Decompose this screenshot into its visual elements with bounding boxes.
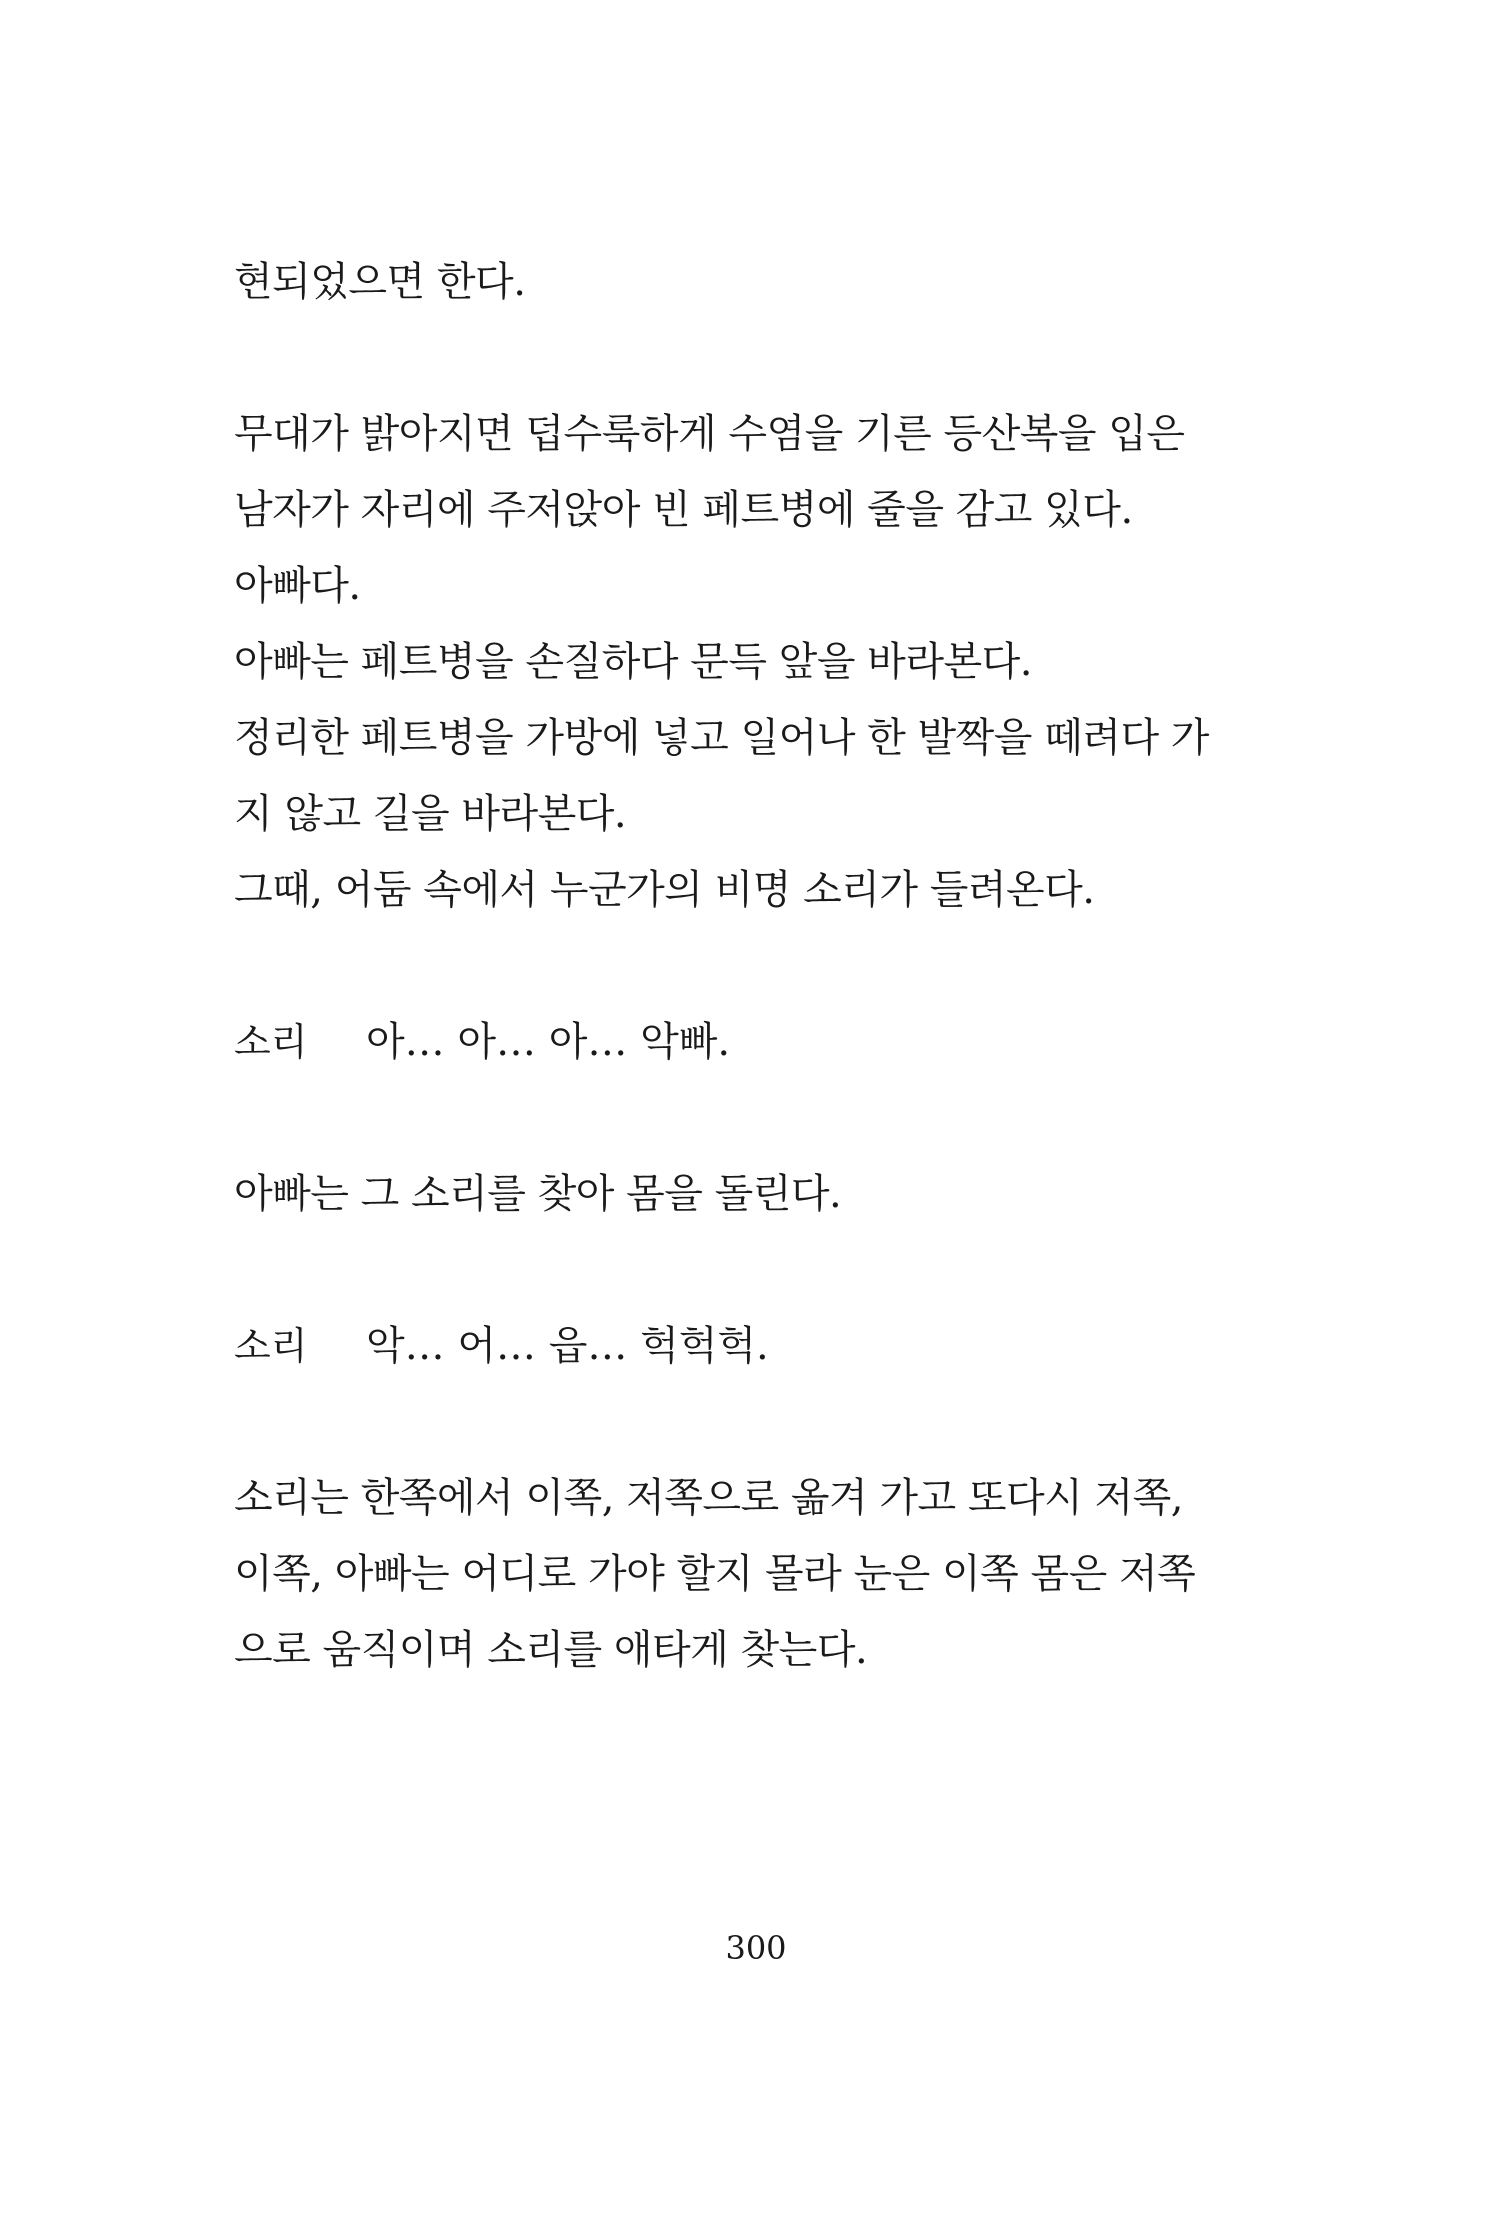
text-line: 으로 움직이며 소리를 애타게 찾는다. [234, 1627, 868, 1673]
text-line: 정리한 페트병을 가방에 넣고 일어나 한 발짝을 떼려다 가 [234, 715, 1209, 761]
dialogue-line: 악… 어… 읍… 헉헉헉. [366, 1323, 769, 1369]
text-line: 아빠는 그 소리를 찾아 몸을 돌린다. [234, 1171, 842, 1217]
book-page [234, 0, 1284, 2220]
speaker-name: 소리 [234, 1324, 308, 1368]
text-line: 아빠다. [234, 563, 361, 609]
text-line: 남자가 자리에 주저앉아 빈 페트병에 줄을 감고 있다. [234, 487, 1133, 533]
page-number: 300 [725, 1929, 787, 1967]
text-line: 현되었으면 한다. [234, 259, 526, 305]
text-line: 지 않고 길을 바라본다. [234, 791, 627, 837]
text-line: 그때, 어둠 속에서 누군가의 비명 소리가 들려온다. [234, 867, 1095, 913]
text-line: 무대가 밝아지면 덥수룩하게 수염을 기른 등산복을 입은 [234, 411, 1185, 457]
text-line: 소리는 한쪽에서 이쪽, 저쪽으로 옮겨 가고 또다시 저쪽, [234, 1475, 1184, 1521]
text-line: 이쪽, 아빠는 어디로 가야 할지 몰라 눈은 이쪽 몸은 저쪽 [234, 1551, 1196, 1597]
text-line: 아빠는 페트병을 손질하다 문득 앞을 바라본다. [234, 639, 1032, 685]
speaker-name: 소리 [234, 1020, 308, 1064]
dialogue-line: 아… 아… 아… 악빠. [366, 1019, 731, 1065]
